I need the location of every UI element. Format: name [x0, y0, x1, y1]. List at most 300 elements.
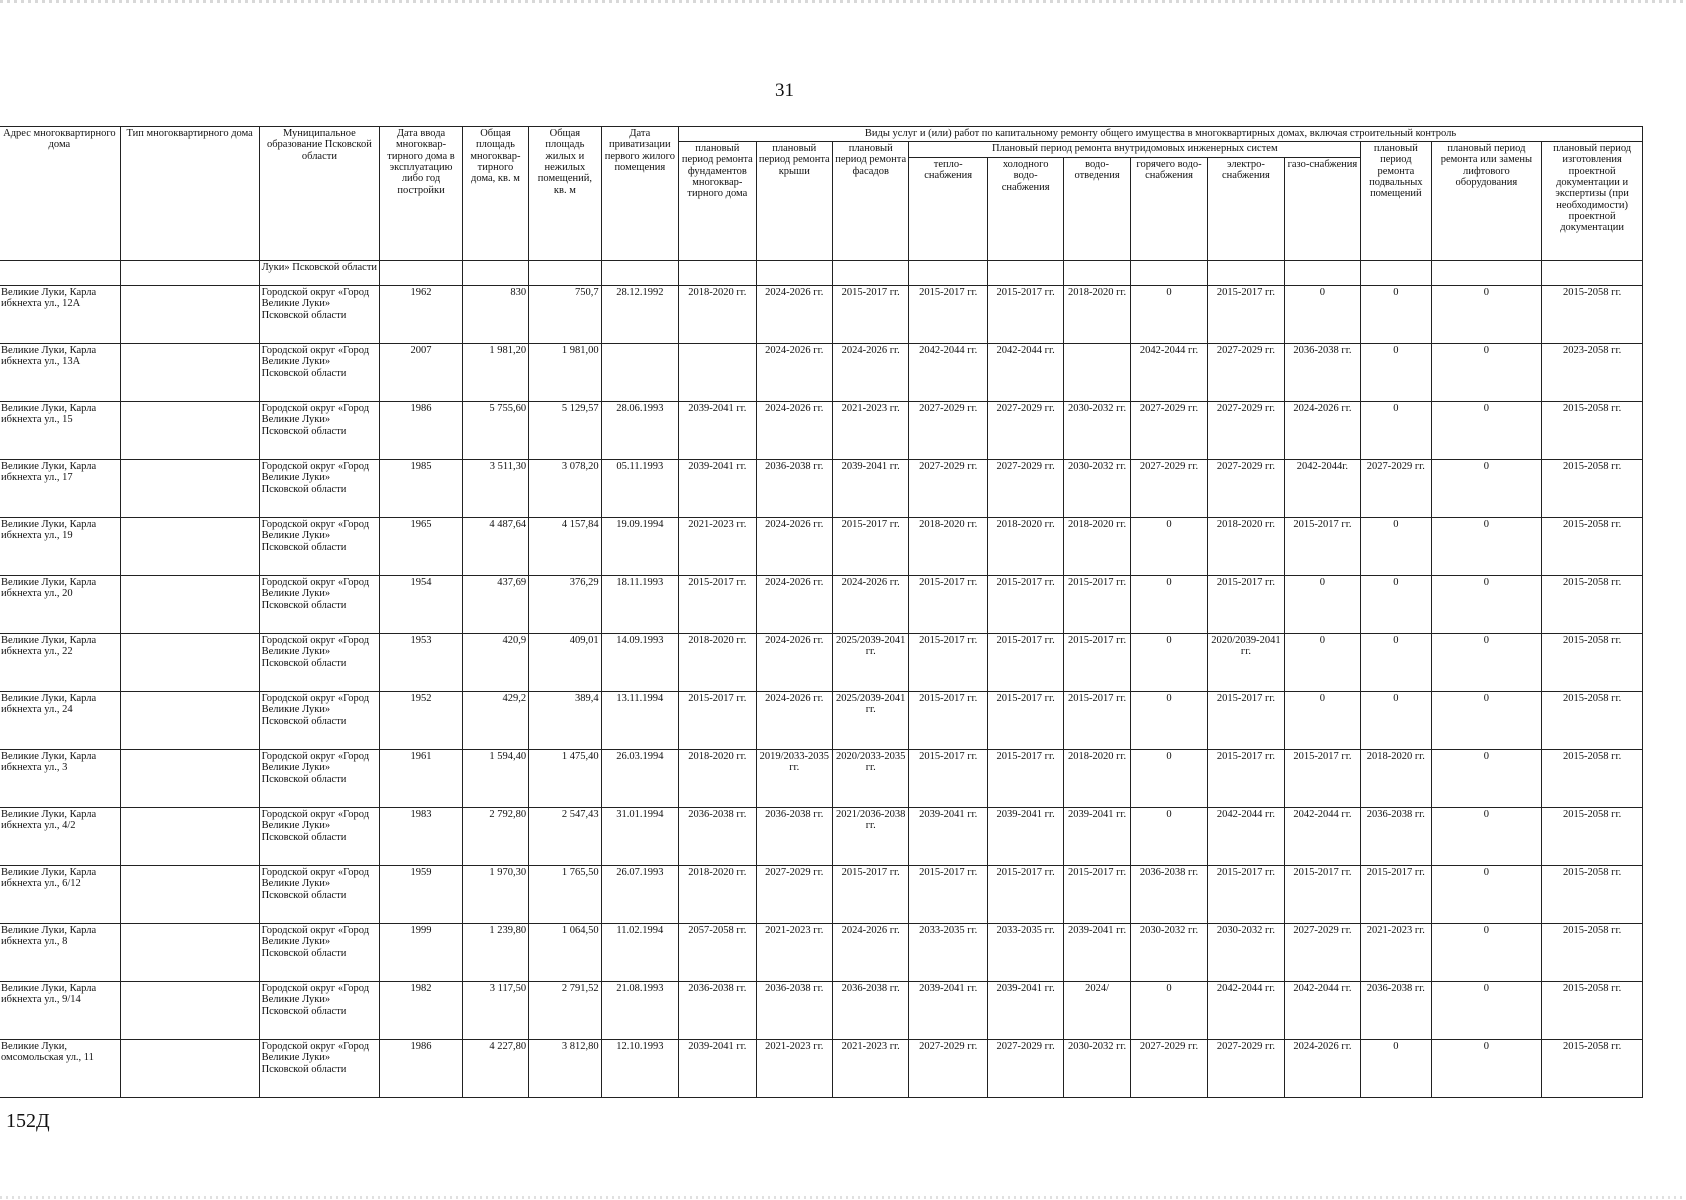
cell-facade: 2036-2038 гг. — [833, 982, 909, 1040]
table-row — [0, 924, 1643, 982]
cell-house-type — [120, 982, 259, 1040]
cell-privatization-date: 12.10.1993 — [601, 1040, 678, 1098]
cell-living-area: 2 791,52 — [529, 982, 601, 1040]
table-row — [0, 460, 1643, 518]
cell-municipality: Городской округ «Город Великие Луки» Псковской области — [259, 286, 380, 344]
cell-facade: 2015-2017 гг. — [833, 518, 909, 576]
cell-electric: 2015-2017 гг. — [1208, 692, 1284, 750]
cell-privatization-date: 05.11.1993 — [601, 460, 678, 518]
cell-facade: 2024-2026 гг. — [833, 344, 909, 402]
table-row — [0, 344, 1643, 402]
cell-basement: 2018-2020 гг. — [1361, 750, 1431, 808]
cell-address: Великие Луки, Карла ибкнехта ул., 13А — [0, 344, 120, 402]
cell-sewer: 2015-2017 гг. — [1064, 576, 1130, 634]
cell-sewer: 2015-2017 гг. — [1064, 866, 1130, 924]
cell-elevator: 0 — [1431, 982, 1542, 1040]
cell-house-type — [120, 750, 259, 808]
header-works-group: Виды услуг и (или) работ по капитальному ремонту общего имущества в многоквартирных домах, включая строительный контроль — [679, 127, 1643, 142]
cell-hot-water: 0 — [1130, 286, 1207, 344]
cell-roof: 2036-2038 гг. — [756, 460, 832, 518]
cell-gas: 2015-2017 гг. — [1284, 518, 1360, 576]
cell-gas: 2042-2044г. — [1284, 460, 1360, 518]
cell-total-area: 830 — [462, 286, 528, 344]
cell-sewer: 2030-2032 гг. — [1064, 402, 1130, 460]
cell-year: 1983 — [380, 808, 463, 866]
table-row — [0, 576, 1643, 634]
cell-cold-water: 2015-2017 гг. — [987, 750, 1063, 808]
cell-sewer: 2039-2041 гг. — [1064, 924, 1130, 982]
cell-living-area: 1 064,50 — [529, 924, 601, 982]
table-row — [0, 634, 1643, 692]
cell-sewer: 2030-2032 гг. — [1064, 1040, 1130, 1098]
cell-house-type — [120, 286, 259, 344]
cell-cold-water: 2042-2044 гг. — [987, 344, 1063, 402]
cell-heat: 2033-2035 гг. — [909, 924, 987, 982]
cell-sewer: 2018-2020 гг. — [1064, 286, 1130, 344]
cell-house-type — [120, 866, 259, 924]
cell-house-type — [120, 518, 259, 576]
table-row — [0, 866, 1643, 924]
cell-elevator: 0 — [1431, 692, 1542, 750]
cell-facade: 2021-2023 гг. — [833, 1040, 909, 1098]
cell-cold-water: 2015-2017 гг. — [987, 866, 1063, 924]
cell-sewer: 2018-2020 гг. — [1064, 518, 1130, 576]
cell-foundation: 2021-2023 гг. — [679, 518, 756, 576]
cell-hot-water: 0 — [1130, 982, 1207, 1040]
cell-address: Великие Луки, омсомольская ул., 11 — [0, 1040, 120, 1098]
cell-facade: 2039-2041 гг. — [833, 460, 909, 518]
cell-total-area: 3 511,30 — [462, 460, 528, 518]
table-row — [0, 518, 1643, 576]
footer-code: 152Д — [6, 1110, 50, 1132]
header-sewer: водо-отведения — [1064, 158, 1130, 261]
cell-roof: 2024-2026 гг. — [756, 518, 832, 576]
cell-municipality: Городской округ «Город Великие Луки» Псковской области — [259, 924, 380, 982]
header-foundation: плановый период ремонта фундаментов многоквар-тирного дома — [679, 142, 756, 261]
cell-hot-water: 0 — [1130, 808, 1207, 866]
cell-house-type — [120, 344, 259, 402]
cell-design-docs: 2015-2058 гг. — [1542, 402, 1643, 460]
cell-electric: 2015-2017 гг. — [1208, 576, 1284, 634]
cell-year: 1954 — [380, 576, 463, 634]
cell-cold-water: 2015-2017 гг. — [987, 286, 1063, 344]
cell-privatization-date: 28.06.1993 — [601, 402, 678, 460]
cell-basement: 0 — [1361, 1040, 1431, 1098]
cell-basement: 2036-2038 гг. — [1361, 808, 1431, 866]
cell-cold-water: 2027-2029 гг. — [987, 460, 1063, 518]
cell-total-area: 4 487,64 — [462, 518, 528, 576]
cell-electric: 2027-2029 гг. — [1208, 402, 1284, 460]
table-row — [0, 402, 1643, 460]
cell-living-area: 5 129,57 — [529, 402, 601, 460]
cell-design-docs: 2015-2058 гг. — [1542, 518, 1643, 576]
cell-electric: 2030-2032 гг. — [1208, 924, 1284, 982]
cell-total-area: 420,9 — [462, 634, 528, 692]
cell-facade: 2024-2026 гг. — [833, 924, 909, 982]
header-commission-date: Дата ввода многоквар-тирного дома в эксплуатацию либо год постройки — [380, 127, 463, 261]
scan-edge-bottom — [0, 1196, 1686, 1199]
cell-facade: 2021-2023 гг. — [833, 402, 909, 460]
cell-living-area: 389,4 — [529, 692, 601, 750]
cell-house-type — [120, 808, 259, 866]
cell-address: Великие Луки, Карла ибкнехта ул., 20 — [0, 576, 120, 634]
continuation-text: Луки» Псковской области — [259, 261, 380, 286]
cell-heat: 2015-2017 гг. — [909, 750, 987, 808]
cell-gas: 2036-2038 гг. — [1284, 344, 1360, 402]
cell-design-docs: 2023-2058 гг. — [1542, 344, 1643, 402]
header-address: Адрес многоквартирного дома — [0, 127, 120, 261]
cell-heat: 2042-2044 гг. — [909, 344, 987, 402]
cell-total-area: 2 792,80 — [462, 808, 528, 866]
cell-elevator: 0 — [1431, 286, 1542, 344]
cell-privatization-date: 19.09.1994 — [601, 518, 678, 576]
cell-living-area: 376,29 — [529, 576, 601, 634]
cell-year: 1965 — [380, 518, 463, 576]
cell-living-area: 3 812,80 — [529, 1040, 601, 1098]
header-total-area: Общая площадь многоквар-тирного дома, кв. м — [462, 127, 528, 261]
cell-sewer: 2015-2017 гг. — [1064, 692, 1130, 750]
cell-year: 1999 — [380, 924, 463, 982]
cell-house-type — [120, 692, 259, 750]
cell-elevator: 0 — [1431, 808, 1542, 866]
cell-total-area: 1 970,30 — [462, 866, 528, 924]
cell-hot-water: 2027-2029 гг. — [1130, 460, 1207, 518]
cell-basement: 2015-2017 гг. — [1361, 866, 1431, 924]
cell-year: 1986 — [380, 402, 463, 460]
header-living-area: Общая площадь жилых и нежилых помещений, кв. м — [529, 127, 601, 261]
cell-municipality: Городской округ «Город Великие Луки» Псковской области — [259, 518, 380, 576]
cell-basement: 0 — [1361, 286, 1431, 344]
cell-gas: 2042-2044 гг. — [1284, 808, 1360, 866]
cell-electric: 2015-2017 гг. — [1208, 286, 1284, 344]
cell-year: 1959 — [380, 866, 463, 924]
cell-year: 1982 — [380, 982, 463, 1040]
cell-gas: 2024-2026 гг. — [1284, 402, 1360, 460]
cell-foundation: 2015-2017 гг. — [679, 576, 756, 634]
cell-total-area: 437,69 — [462, 576, 528, 634]
cell-electric: 2020/2039-2041 гг. — [1208, 634, 1284, 692]
cell-design-docs: 2015-2058 гг. — [1542, 286, 1643, 344]
cell-municipality: Городской округ «Город Великие Луки» Псковской области — [259, 1040, 380, 1098]
header-row-1 — [0, 127, 1643, 142]
cell-foundation: 2015-2017 гг. — [679, 692, 756, 750]
cell-elevator: 0 — [1431, 518, 1542, 576]
cell-foundation: 2018-2020 гг. — [679, 866, 756, 924]
cell-elevator: 0 — [1431, 1040, 1542, 1098]
cell-hot-water: 0 — [1130, 576, 1207, 634]
cell-municipality: Городской округ «Город Великие Луки» Псковской области — [259, 402, 380, 460]
cell-privatization-date: 13.11.1994 — [601, 692, 678, 750]
cell-municipality: Городской округ «Город Великие Луки» Псковской области — [259, 634, 380, 692]
cell-gas: 0 — [1284, 634, 1360, 692]
cell-cold-water: 2018-2020 гг. — [987, 518, 1063, 576]
cell-privatization-date: 18.11.1993 — [601, 576, 678, 634]
cell-year: 1986 — [380, 1040, 463, 1098]
cell-house-type — [120, 924, 259, 982]
cell-roof: 2036-2038 гг. — [756, 982, 832, 1040]
cell-house-type — [120, 402, 259, 460]
cell-cold-water: 2027-2029 гг. — [987, 402, 1063, 460]
cell-privatization-date: 26.07.1993 — [601, 866, 678, 924]
cell-design-docs: 2015-2058 гг. — [1542, 1040, 1643, 1098]
cell-hot-water: 0 — [1130, 750, 1207, 808]
cell-living-area: 1 765,50 — [529, 866, 601, 924]
cell-privatization-date: 28.12.1992 — [601, 286, 678, 344]
cell-municipality: Городской округ «Город Великие Луки» Псковской области — [259, 808, 380, 866]
cell-living-area: 750,7 — [529, 286, 601, 344]
header-gas: газо-снабжения — [1284, 158, 1360, 261]
cell-roof: 2024-2026 гг. — [756, 344, 832, 402]
cell-foundation: 2036-2038 гг. — [679, 982, 756, 1040]
cell-roof: 2024-2026 гг. — [756, 692, 832, 750]
cell-year: 1953 — [380, 634, 463, 692]
cell-design-docs: 2015-2058 гг. — [1542, 634, 1643, 692]
table-row — [0, 692, 1643, 750]
cell-foundation: 2018-2020 гг. — [679, 750, 756, 808]
cell-facade: 2021/2036-2038 гг. — [833, 808, 909, 866]
table-row — [0, 808, 1643, 866]
cell-gas: 2015-2017 гг. — [1284, 750, 1360, 808]
cell-design-docs: 2015-2058 гг. — [1542, 750, 1643, 808]
cell-address: Великие Луки, Карла ибкнехта ул., 4/2 — [0, 808, 120, 866]
cell-hot-water: 2042-2044 гг. — [1130, 344, 1207, 402]
cell-foundation: 2018-2020 гг. — [679, 634, 756, 692]
cell-heat: 2015-2017 гг. — [909, 634, 987, 692]
cell-address: Великие Луки, Карла ибкнехта ул., 9/14 — [0, 982, 120, 1040]
cell-basement: 0 — [1361, 518, 1431, 576]
header-elevator: плановый период ремонта или замены лифтового оборудования — [1431, 142, 1542, 261]
cell-address: Великие Луки, Карла ибкнехта ул., 15 — [0, 402, 120, 460]
cell-basement: 0 — [1361, 344, 1431, 402]
cell-elevator: 0 — [1431, 344, 1542, 402]
cell-sewer: 2030-2032 гг. — [1064, 460, 1130, 518]
cell-living-area: 2 547,43 — [529, 808, 601, 866]
cell-design-docs: 2015-2058 гг. — [1542, 866, 1643, 924]
cell-hot-water: 2027-2029 гг. — [1130, 1040, 1207, 1098]
cell-elevator: 0 — [1431, 402, 1542, 460]
cell-gas: 2015-2017 гг. — [1284, 866, 1360, 924]
cell-design-docs: 2015-2058 гг. — [1542, 924, 1643, 982]
cell-elevator: 0 — [1431, 460, 1542, 518]
header-facade: плановый период ремонта фасадов — [833, 142, 909, 261]
cell-hot-water: 0 — [1130, 518, 1207, 576]
cell-roof: 2019/2033-2035 гг. — [756, 750, 832, 808]
cell-total-area: 429,2 — [462, 692, 528, 750]
cell-heat: 2015-2017 гг. — [909, 576, 987, 634]
cell-heat: 2015-2017 гг. — [909, 692, 987, 750]
cell-electric: 2018-2020 гг. — [1208, 518, 1284, 576]
cell-electric: 2027-2029 гг. — [1208, 344, 1284, 402]
cell-total-area: 3 117,50 — [462, 982, 528, 1040]
cell-living-area: 1 475,40 — [529, 750, 601, 808]
cell-heat: 2039-2041 гг. — [909, 808, 987, 866]
cell-design-docs: 2015-2058 гг. — [1542, 576, 1643, 634]
cell-roof: 2024-2026 гг. — [756, 634, 832, 692]
cell-electric: 2042-2044 гг. — [1208, 982, 1284, 1040]
cell-sewer — [1064, 344, 1130, 402]
cell-foundation: 2018-2020 гг. — [679, 286, 756, 344]
cell-total-area: 1 981,20 — [462, 344, 528, 402]
cell-gas: 2042-2044 гг. — [1284, 982, 1360, 1040]
cell-heat: 2027-2029 гг. — [909, 460, 987, 518]
table-row — [0, 286, 1643, 344]
cell-basement: 2021-2023 гг. — [1361, 924, 1431, 982]
header-roof: плановый период ремонта крыши — [756, 142, 832, 261]
cell-heat: 2015-2017 гг. — [909, 286, 987, 344]
cell-foundation — [679, 344, 756, 402]
cell-privatization-date — [601, 344, 678, 402]
header-privatization-date: Дата приватизации первого жилого помещения — [601, 127, 678, 261]
cell-privatization-date: 21.08.1993 — [601, 982, 678, 1040]
cell-heat: 2015-2017 гг. — [909, 866, 987, 924]
page-number: 31 — [775, 80, 794, 101]
cell-cold-water: 2015-2017 гг. — [987, 692, 1063, 750]
cell-foundation: 2039-2041 гг. — [679, 402, 756, 460]
cell-foundation: 2057-2058 гг. — [679, 924, 756, 982]
cell-house-type — [120, 460, 259, 518]
cell-municipality: Городской округ «Город Великие Луки» Псковской области — [259, 866, 380, 924]
table-row — [0, 982, 1643, 1040]
cell-cold-water: 2027-2029 гг. — [987, 1040, 1063, 1098]
header-cold-water: холодного водо-снабжения — [987, 158, 1063, 261]
capital-repair-table — [0, 126, 1643, 1098]
header-heat: тепло-снабжения — [909, 158, 987, 261]
cell-facade: 2024-2026 гг. — [833, 576, 909, 634]
cell-municipality: Городской округ «Город Великие Луки» Псковской области — [259, 344, 380, 402]
cell-gas: 2027-2029 гг. — [1284, 924, 1360, 982]
cell-heat: 2027-2029 гг. — [909, 402, 987, 460]
cell-address: Великие Луки, Карла ибкнехта ул., 6/12 — [0, 866, 120, 924]
cell-heat: 2018-2020 гг. — [909, 518, 987, 576]
cell-privatization-date: 11.02.1994 — [601, 924, 678, 982]
header-basement: плановый период ремонта подвальных помещений — [1361, 142, 1431, 261]
cell-design-docs: 2015-2058 гг. — [1542, 692, 1643, 750]
cell-electric: 2015-2017 гг. — [1208, 750, 1284, 808]
cell-house-type — [120, 1040, 259, 1098]
cell-electric: 2042-2044 гг. — [1208, 808, 1284, 866]
cell-facade: 2025/2039-2041 гг. — [833, 692, 909, 750]
cell-gas: 2024-2026 гг. — [1284, 1040, 1360, 1098]
header-hot-water: горячего водо-снабжения — [1130, 158, 1207, 261]
cell-address: Великие Луки, Карла ибкнехта ул., 17 — [0, 460, 120, 518]
cell-roof: 2021-2023 гг. — [756, 924, 832, 982]
cell-privatization-date: 26.03.1994 — [601, 750, 678, 808]
cell-total-area: 5 755,60 — [462, 402, 528, 460]
cell-municipality: Городской округ «Город Великие Луки» Псковской области — [259, 692, 380, 750]
cell-address: Великие Луки, Карла ибкнехта ул., 3 — [0, 750, 120, 808]
cell-elevator: 0 — [1431, 634, 1542, 692]
cell-electric: 2015-2017 гг. — [1208, 866, 1284, 924]
cell-house-type — [120, 576, 259, 634]
header-house-type: Тип многоквартирного дома — [120, 127, 259, 261]
header-design-docs: плановый период изготовления проектной документации и экспертизы (при необходимости) проектной документации — [1542, 142, 1643, 261]
cell-address: Великие Луки, Карла ибкнехта ул., 24 — [0, 692, 120, 750]
cell-basement: 0 — [1361, 576, 1431, 634]
cell-foundation: 2036-2038 гг. — [679, 808, 756, 866]
cell-hot-water: 0 — [1130, 634, 1207, 692]
cell-electric: 2027-2029 гг. — [1208, 460, 1284, 518]
cell-hot-water: 2030-2032 гг. — [1130, 924, 1207, 982]
cell-sewer: 2024/ — [1064, 982, 1130, 1040]
cell-gas: 0 — [1284, 576, 1360, 634]
cell-address: Великие Луки, Карла ибкнехта ул., 12А — [0, 286, 120, 344]
cell-sewer: 2039-2041 гг. — [1064, 808, 1130, 866]
cell-municipality: Городской округ «Город Великие Луки» Псковской области — [259, 750, 380, 808]
cell-cold-water: 2015-2017 гг. — [987, 576, 1063, 634]
table-row — [0, 1040, 1643, 1098]
cell-design-docs: 2015-2058 гг. — [1542, 808, 1643, 866]
cell-foundation: 2039-2041 гг. — [679, 1040, 756, 1098]
cell-basement: 2036-2038 гг. — [1361, 982, 1431, 1040]
cell-gas: 0 — [1284, 286, 1360, 344]
cell-hot-water: 2027-2029 гг. — [1130, 402, 1207, 460]
cell-gas: 0 — [1284, 692, 1360, 750]
cell-year: 1961 — [380, 750, 463, 808]
cell-municipality: Городской округ «Город Великие Луки» Псковской области — [259, 576, 380, 634]
cell-year: 1985 — [380, 460, 463, 518]
cell-total-area: 1 594,40 — [462, 750, 528, 808]
cell-basement: 0 — [1361, 634, 1431, 692]
cell-design-docs: 2015-2058 гг. — [1542, 982, 1643, 1040]
header-municipality: Муниципальное образование Псковской области — [259, 127, 380, 261]
cell-facade: 2025/2039-2041 гг. — [833, 634, 909, 692]
cell-address: Великие Луки, Карла ибкнехта ул., 8 — [0, 924, 120, 982]
cell-elevator: 0 — [1431, 750, 1542, 808]
table-row — [0, 750, 1643, 808]
cell-year: 1952 — [380, 692, 463, 750]
cell-living-area: 4 157,84 — [529, 518, 601, 576]
cell-basement: 0 — [1361, 692, 1431, 750]
cell-hot-water: 0 — [1130, 692, 1207, 750]
cell-privatization-date: 31.01.1994 — [601, 808, 678, 866]
cell-electric: 2027-2029 гг. — [1208, 1040, 1284, 1098]
cell-house-type — [120, 634, 259, 692]
cell-basement: 0 — [1361, 402, 1431, 460]
cell-elevator: 0 — [1431, 866, 1542, 924]
cell-sewer: 2018-2020 гг. — [1064, 750, 1130, 808]
cell-privatization-date: 14.09.1993 — [601, 634, 678, 692]
cell-cold-water: 2015-2017 гг. — [987, 634, 1063, 692]
cell-roof: 2027-2029 гг. — [756, 866, 832, 924]
cell-total-area: 1 239,80 — [462, 924, 528, 982]
cell-heat: 2027-2029 гг. — [909, 1040, 987, 1098]
cell-living-area: 3 078,20 — [529, 460, 601, 518]
cell-cold-water: 2039-2041 гг. — [987, 808, 1063, 866]
cell-design-docs: 2015-2058 гг. — [1542, 460, 1643, 518]
cell-roof: 2024-2026 гг. — [756, 286, 832, 344]
cell-facade: 2020/2033-2035 гг. — [833, 750, 909, 808]
cell-sewer: 2015-2017 гг. — [1064, 634, 1130, 692]
cell-address: Великие Луки, Карла ибкнехта ул., 19 — [0, 518, 120, 576]
cell-year: 2007 — [380, 344, 463, 402]
cell-elevator: 0 — [1431, 924, 1542, 982]
cell-living-area: 409,01 — [529, 634, 601, 692]
continuation-row — [0, 261, 1643, 286]
cell-heat: 2039-2041 гг. — [909, 982, 987, 1040]
cell-roof: 2021-2023 гг. — [756, 1040, 832, 1098]
cell-foundation: 2039-2041 гг. — [679, 460, 756, 518]
cell-facade: 2015-2017 гг. — [833, 866, 909, 924]
cell-year: 1962 — [380, 286, 463, 344]
cell-cold-water: 2039-2041 гг. — [987, 982, 1063, 1040]
cell-total-area: 4 227,80 — [462, 1040, 528, 1098]
cell-hot-water: 2036-2038 гг. — [1130, 866, 1207, 924]
cell-roof: 2024-2026 гг. — [756, 576, 832, 634]
cell-roof: 2024-2026 гг. — [756, 402, 832, 460]
cell-cold-water: 2033-2035 гг. — [987, 924, 1063, 982]
header-engineering-group: Плановый период ремонта внутридомовых инженерных систем — [909, 142, 1361, 158]
cell-roof: 2036-2038 гг. — [756, 808, 832, 866]
